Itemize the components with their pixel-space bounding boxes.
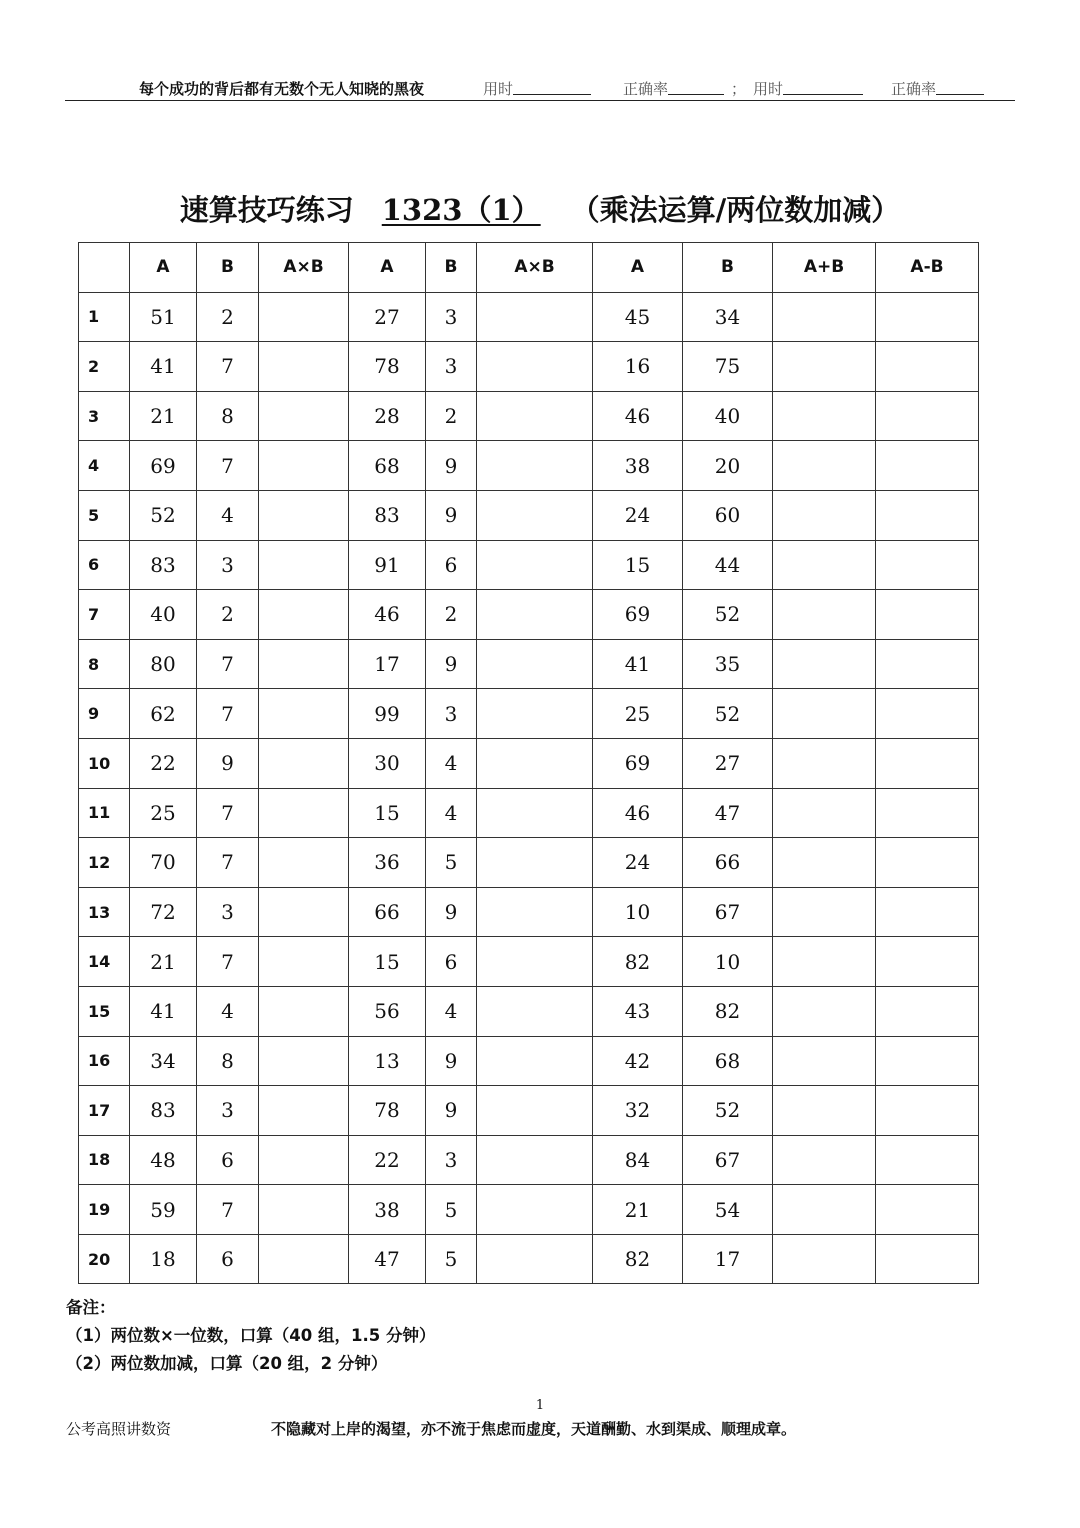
cell-a3: 32 xyxy=(593,1086,683,1136)
cell-a3: 82 xyxy=(593,937,683,987)
cell-row-number: 3 xyxy=(79,391,130,441)
cell-a3: 25 xyxy=(593,689,683,739)
cell-product1-answer[interactable] xyxy=(259,441,349,491)
cell-a1: 59 xyxy=(130,1185,197,1235)
table-row xyxy=(79,788,979,838)
cell-b1: 3 xyxy=(197,887,259,937)
cell-difference-answer[interactable] xyxy=(876,292,979,342)
cell-b3: 67 xyxy=(683,887,773,937)
cell-difference-answer[interactable] xyxy=(876,490,979,540)
cell-a2: 47 xyxy=(349,1234,426,1284)
cell-a2: 78 xyxy=(349,342,426,392)
time-label-2: 用时 xyxy=(753,78,783,99)
cell-product2-answer[interactable] xyxy=(477,838,593,888)
cell-b3: 52 xyxy=(683,689,773,739)
header-cell-difference: A-B xyxy=(876,243,979,293)
table-row xyxy=(79,1036,979,1086)
table-row xyxy=(79,490,979,540)
cell-a1: 40 xyxy=(130,590,197,640)
cell-product2-answer[interactable] xyxy=(477,1234,593,1284)
cell-sum-answer[interactable] xyxy=(773,639,876,689)
cell-sum-answer[interactable] xyxy=(773,342,876,392)
cell-a1: 48 xyxy=(130,1135,197,1185)
cell-product1-answer[interactable] xyxy=(259,788,349,838)
cell-difference-answer[interactable] xyxy=(876,1086,979,1136)
cell-row-number: 2 xyxy=(79,342,130,392)
title-code: 1323（1） xyxy=(381,193,541,227)
footer-author: 公考高照讲数资 xyxy=(66,1420,172,1438)
table-row xyxy=(79,292,979,342)
cell-sum-answer[interactable] xyxy=(773,838,876,888)
cell-b2: 3 xyxy=(426,689,477,739)
cell-product1-answer[interactable] xyxy=(259,391,349,441)
cell-a1: 83 xyxy=(130,1086,197,1136)
cell-b1: 7 xyxy=(197,788,259,838)
cell-b3: 75 xyxy=(683,342,773,392)
cell-a2: 27 xyxy=(349,292,426,342)
cell-a1: 52 xyxy=(130,490,197,540)
cell-a2: 91 xyxy=(349,540,426,590)
cell-a3: 21 xyxy=(593,1185,683,1235)
cell-difference-answer[interactable] xyxy=(876,342,979,392)
cell-row-number: 17 xyxy=(79,1086,130,1136)
cell-sum-answer[interactable] xyxy=(773,490,876,540)
cell-b3: 27 xyxy=(683,738,773,788)
cell-product2-answer[interactable] xyxy=(477,1086,593,1136)
accuracy-label-1: 正确率 xyxy=(623,78,668,99)
header-cell-product2: A×B xyxy=(477,243,593,293)
cell-a1: 34 xyxy=(130,1036,197,1086)
cell-sum-answer[interactable] xyxy=(773,1135,876,1185)
cell-difference-answer[interactable] xyxy=(876,441,979,491)
cell-b3: 44 xyxy=(683,540,773,590)
cell-a3: 45 xyxy=(593,292,683,342)
title-prefix: 速算技巧练习 xyxy=(179,193,354,227)
cell-b2: 9 xyxy=(426,887,477,937)
cell-row-number: 7 xyxy=(79,590,130,640)
cell-a3: 10 xyxy=(593,887,683,937)
cell-b1: 7 xyxy=(197,838,259,888)
table-row xyxy=(79,887,979,937)
cell-sum-answer[interactable] xyxy=(773,788,876,838)
cell-b3: 60 xyxy=(683,490,773,540)
cell-sum-answer[interactable] xyxy=(773,1086,876,1136)
cell-row-number: 4 xyxy=(79,441,130,491)
cell-b1: 7 xyxy=(197,689,259,739)
accuracy-blank-1[interactable] xyxy=(668,80,724,95)
cell-a3: 84 xyxy=(593,1135,683,1185)
cell-a3: 42 xyxy=(593,1036,683,1086)
cell-product1-answer[interactable] xyxy=(259,738,349,788)
cell-b2: 2 xyxy=(426,391,477,441)
cell-b2: 3 xyxy=(426,1135,477,1185)
cell-difference-answer[interactable] xyxy=(876,1036,979,1086)
cell-b3: 82 xyxy=(683,986,773,1036)
cell-a2: 22 xyxy=(349,1135,426,1185)
cell-a2: 17 xyxy=(349,639,426,689)
cell-product1-answer[interactable] xyxy=(259,1135,349,1185)
cell-sum-answer[interactable] xyxy=(773,292,876,342)
cell-b3: 68 xyxy=(683,1036,773,1086)
notes-heading: 备注： xyxy=(66,1298,116,1317)
cell-sum-answer[interactable] xyxy=(773,540,876,590)
table-row xyxy=(79,986,979,1036)
cell-a3: 43 xyxy=(593,986,683,1036)
cell-product1-answer[interactable] xyxy=(259,1086,349,1136)
cell-product2-answer[interactable] xyxy=(477,788,593,838)
cell-a2: 13 xyxy=(349,1036,426,1086)
time-blank-2[interactable] xyxy=(783,80,863,95)
header-separator: ； xyxy=(731,80,747,98)
header-cell-product1: A×B xyxy=(259,243,349,293)
cell-row-number: 13 xyxy=(79,887,130,937)
cell-row-number: 18 xyxy=(79,1135,130,1185)
note-item: （1）两位数×一位数，口算（40 组，1.5 分钟） xyxy=(66,1326,436,1345)
table-row xyxy=(79,391,979,441)
cell-product1-answer[interactable] xyxy=(259,887,349,937)
cell-product2-answer[interactable] xyxy=(477,937,593,987)
cell-a2: 66 xyxy=(349,887,426,937)
cell-a3: 69 xyxy=(593,590,683,640)
cell-product2-answer[interactable] xyxy=(477,689,593,739)
cell-b3: 52 xyxy=(683,1086,773,1136)
cell-row-number: 6 xyxy=(79,540,130,590)
header-cell-b3: B xyxy=(683,243,773,293)
cell-difference-answer[interactable] xyxy=(876,540,979,590)
cell-product2-answer[interactable] xyxy=(477,292,593,342)
cell-a3: 15 xyxy=(593,540,683,590)
table-row xyxy=(79,1135,979,1185)
cell-a2: 28 xyxy=(349,391,426,441)
title-suffix: （乘法运算/两位数加减） xyxy=(570,193,901,227)
header-motto: 每个成功的背后都有无数个无人知晓的黑夜 xyxy=(139,80,425,98)
cell-a1: 22 xyxy=(130,738,197,788)
cell-b2: 4 xyxy=(426,788,477,838)
cell-a1: 83 xyxy=(130,540,197,590)
cell-a2: 99 xyxy=(349,689,426,739)
cell-sum-answer[interactable] xyxy=(773,887,876,937)
cell-b1: 7 xyxy=(197,441,259,491)
cell-b1: 3 xyxy=(197,540,259,590)
cell-sum-answer[interactable] xyxy=(773,1185,876,1235)
cell-difference-answer[interactable] xyxy=(876,391,979,441)
cell-a3: 16 xyxy=(593,342,683,392)
cell-difference-answer[interactable] xyxy=(876,1135,979,1185)
header-cell-a3: A xyxy=(593,243,683,293)
cell-a2: 36 xyxy=(349,838,426,888)
header-cell-a1: A xyxy=(130,243,197,293)
header-cell-b2: B xyxy=(426,243,477,293)
cell-a2: 15 xyxy=(349,788,426,838)
cell-a2: 83 xyxy=(349,490,426,540)
table-row xyxy=(79,441,979,491)
header-cell-sum: A+B xyxy=(773,243,876,293)
cell-row-number: 14 xyxy=(79,937,130,987)
cell-a1: 80 xyxy=(130,639,197,689)
accuracy-blank-2[interactable] xyxy=(936,80,984,95)
page-number: 1 xyxy=(535,1398,545,1413)
cell-product1-answer[interactable] xyxy=(259,292,349,342)
cell-a3: 24 xyxy=(593,838,683,888)
cell-b1: 8 xyxy=(197,1036,259,1086)
cell-b2: 9 xyxy=(426,490,477,540)
table-row xyxy=(79,1185,979,1235)
cell-a1: 41 xyxy=(130,342,197,392)
cell-a2: 68 xyxy=(349,441,426,491)
cell-row-number: 9 xyxy=(79,689,130,739)
cell-b2: 2 xyxy=(426,590,477,640)
cell-a3: 38 xyxy=(593,441,683,491)
cell-b3: 66 xyxy=(683,838,773,888)
cell-product1-answer[interactable] xyxy=(259,1185,349,1235)
cell-product1-answer[interactable] xyxy=(259,1234,349,1284)
cell-a2: 78 xyxy=(349,1086,426,1136)
cell-a1: 41 xyxy=(130,986,197,1036)
cell-b3: 17 xyxy=(683,1234,773,1284)
cell-sum-answer[interactable] xyxy=(773,1036,876,1086)
cell-sum-answer[interactable] xyxy=(773,590,876,640)
cell-product1-answer[interactable] xyxy=(259,689,349,739)
cell-product1-answer[interactable] xyxy=(259,838,349,888)
cell-b1: 2 xyxy=(197,590,259,640)
cell-b3: 10 xyxy=(683,937,773,987)
cell-b1: 7 xyxy=(197,1185,259,1235)
cell-product2-answer[interactable] xyxy=(477,342,593,392)
cell-difference-answer[interactable] xyxy=(876,838,979,888)
cell-product1-answer[interactable] xyxy=(259,590,349,640)
cell-b3: 35 xyxy=(683,639,773,689)
table-row xyxy=(79,1086,979,1136)
cell-product1-answer[interactable] xyxy=(259,986,349,1036)
cell-b1: 7 xyxy=(197,342,259,392)
cell-difference-answer[interactable] xyxy=(876,788,979,838)
cell-row-number: 19 xyxy=(79,1185,130,1235)
table-row xyxy=(79,738,979,788)
notes xyxy=(66,1294,436,1378)
table-row xyxy=(79,838,979,888)
cell-a1: 70 xyxy=(130,838,197,888)
cell-b3: 54 xyxy=(683,1185,773,1235)
cell-difference-answer[interactable] xyxy=(876,937,979,987)
cell-b2: 6 xyxy=(426,540,477,590)
cell-product2-answer[interactable] xyxy=(477,1135,593,1185)
cell-a1: 25 xyxy=(130,788,197,838)
cell-a2: 56 xyxy=(349,986,426,1036)
cell-b2: 6 xyxy=(426,937,477,987)
cell-b2: 9 xyxy=(426,1086,477,1136)
page-header xyxy=(65,76,1015,101)
cell-b1: 6 xyxy=(197,1234,259,1284)
table-row xyxy=(79,540,979,590)
cell-a3: 24 xyxy=(593,490,683,540)
cell-b2: 9 xyxy=(426,1036,477,1086)
table-body xyxy=(79,292,979,1284)
cell-b1: 4 xyxy=(197,490,259,540)
cell-b2: 9 xyxy=(426,441,477,491)
cell-sum-answer[interactable] xyxy=(773,441,876,491)
cell-difference-answer[interactable] xyxy=(876,1185,979,1235)
cell-row-number: 1 xyxy=(79,292,130,342)
header-cell-a2: A xyxy=(349,243,426,293)
cell-row-number: 20 xyxy=(79,1234,130,1284)
cell-b2: 4 xyxy=(426,986,477,1036)
cell-b2: 3 xyxy=(426,342,477,392)
page-title xyxy=(0,188,1080,229)
cell-b1: 7 xyxy=(197,937,259,987)
header-cell-index xyxy=(79,243,130,293)
cell-b2: 5 xyxy=(426,1234,477,1284)
cell-product2-answer[interactable] xyxy=(477,639,593,689)
time-label-1: 用时 xyxy=(483,78,513,99)
time-blank-1[interactable] xyxy=(513,80,591,95)
cell-row-number: 16 xyxy=(79,1036,130,1086)
cell-sum-answer[interactable] xyxy=(773,738,876,788)
cell-row-number: 8 xyxy=(79,639,130,689)
cell-a3: 69 xyxy=(593,738,683,788)
cell-b2: 5 xyxy=(426,1185,477,1235)
accuracy-label-2: 正确率 xyxy=(891,78,936,99)
cell-product2-answer[interactable] xyxy=(477,540,593,590)
cell-product2-answer[interactable] xyxy=(477,1185,593,1235)
practice-table xyxy=(78,242,979,1284)
cell-product1-answer[interactable] xyxy=(259,1036,349,1086)
table-row xyxy=(79,1234,979,1284)
cell-b1: 6 xyxy=(197,1135,259,1185)
cell-difference-answer[interactable] xyxy=(876,1234,979,1284)
cell-row-number: 15 xyxy=(79,986,130,1036)
cell-b2: 5 xyxy=(426,838,477,888)
cell-b1: 3 xyxy=(197,1086,259,1136)
cell-a1: 51 xyxy=(130,292,197,342)
cell-b2: 4 xyxy=(426,738,477,788)
cell-sum-answer[interactable] xyxy=(773,1234,876,1284)
cell-b3: 34 xyxy=(683,292,773,342)
cell-a3: 46 xyxy=(593,788,683,838)
table-header-row xyxy=(79,243,979,293)
header-cell-b1: B xyxy=(197,243,259,293)
cell-b1: 7 xyxy=(197,639,259,689)
cell-a1: 21 xyxy=(130,937,197,987)
cell-b1: 8 xyxy=(197,391,259,441)
cell-sum-answer[interactable] xyxy=(773,689,876,739)
cell-sum-answer[interactable] xyxy=(773,986,876,1036)
cell-a1: 21 xyxy=(130,391,197,441)
cell-product1-answer[interactable] xyxy=(259,490,349,540)
cell-product1-answer[interactable] xyxy=(259,342,349,392)
cell-a2: 46 xyxy=(349,590,426,640)
note-item: （2）两位数加减，口算（20 组，2 分钟） xyxy=(66,1354,388,1373)
cell-row-number: 5 xyxy=(79,490,130,540)
cell-product2-answer[interactable] xyxy=(477,441,593,491)
cell-a2: 38 xyxy=(349,1185,426,1235)
cell-b3: 20 xyxy=(683,441,773,491)
cell-product2-answer[interactable] xyxy=(477,590,593,640)
cell-a3: 41 xyxy=(593,639,683,689)
cell-product2-answer[interactable] xyxy=(477,1036,593,1086)
table-row xyxy=(79,590,979,640)
cell-product2-answer[interactable] xyxy=(477,887,593,937)
cell-difference-answer[interactable] xyxy=(876,639,979,689)
cell-b2: 9 xyxy=(426,639,477,689)
cell-sum-answer[interactable] xyxy=(773,937,876,987)
cell-row-number: 12 xyxy=(79,838,130,888)
cell-a3: 82 xyxy=(593,1234,683,1284)
cell-product1-answer[interactable] xyxy=(259,937,349,987)
cell-a1: 69 xyxy=(130,441,197,491)
cell-b3: 40 xyxy=(683,391,773,441)
cell-b1: 9 xyxy=(197,738,259,788)
cell-a2: 15 xyxy=(349,937,426,987)
cell-b2: 3 xyxy=(426,292,477,342)
table-row xyxy=(79,342,979,392)
cell-product2-answer[interactable] xyxy=(477,391,593,441)
table-row xyxy=(79,937,979,987)
cell-b3: 47 xyxy=(683,788,773,838)
cell-b1: 2 xyxy=(197,292,259,342)
cell-product2-answer[interactable] xyxy=(477,738,593,788)
cell-product2-answer[interactable] xyxy=(477,986,593,1036)
cell-a1: 62 xyxy=(130,689,197,739)
footer-slogan: 不隐藏对上岸的渴望，亦不流于焦虑而虚度，天道酬勤、水到渠成、顺理成章。 xyxy=(271,1420,797,1438)
cell-a2: 30 xyxy=(349,738,426,788)
cell-b3: 67 xyxy=(683,1135,773,1185)
cell-difference-answer[interactable] xyxy=(876,738,979,788)
cell-product1-answer[interactable] xyxy=(259,639,349,689)
cell-row-number: 11 xyxy=(79,788,130,838)
cell-a1: 72 xyxy=(130,887,197,937)
cell-difference-answer[interactable] xyxy=(876,986,979,1036)
cell-a3: 46 xyxy=(593,391,683,441)
cell-b3: 52 xyxy=(683,590,773,640)
cell-difference-answer[interactable] xyxy=(876,590,979,640)
cell-product2-answer[interactable] xyxy=(477,490,593,540)
table-row xyxy=(79,639,979,689)
cell-row-number: 10 xyxy=(79,738,130,788)
table-row xyxy=(79,689,979,739)
cell-product1-answer[interactable] xyxy=(259,540,349,590)
cell-difference-answer[interactable] xyxy=(876,689,979,739)
cell-b1: 4 xyxy=(197,986,259,1036)
cell-difference-answer[interactable] xyxy=(876,887,979,937)
cell-sum-answer[interactable] xyxy=(773,391,876,441)
cell-a1: 18 xyxy=(130,1234,197,1284)
